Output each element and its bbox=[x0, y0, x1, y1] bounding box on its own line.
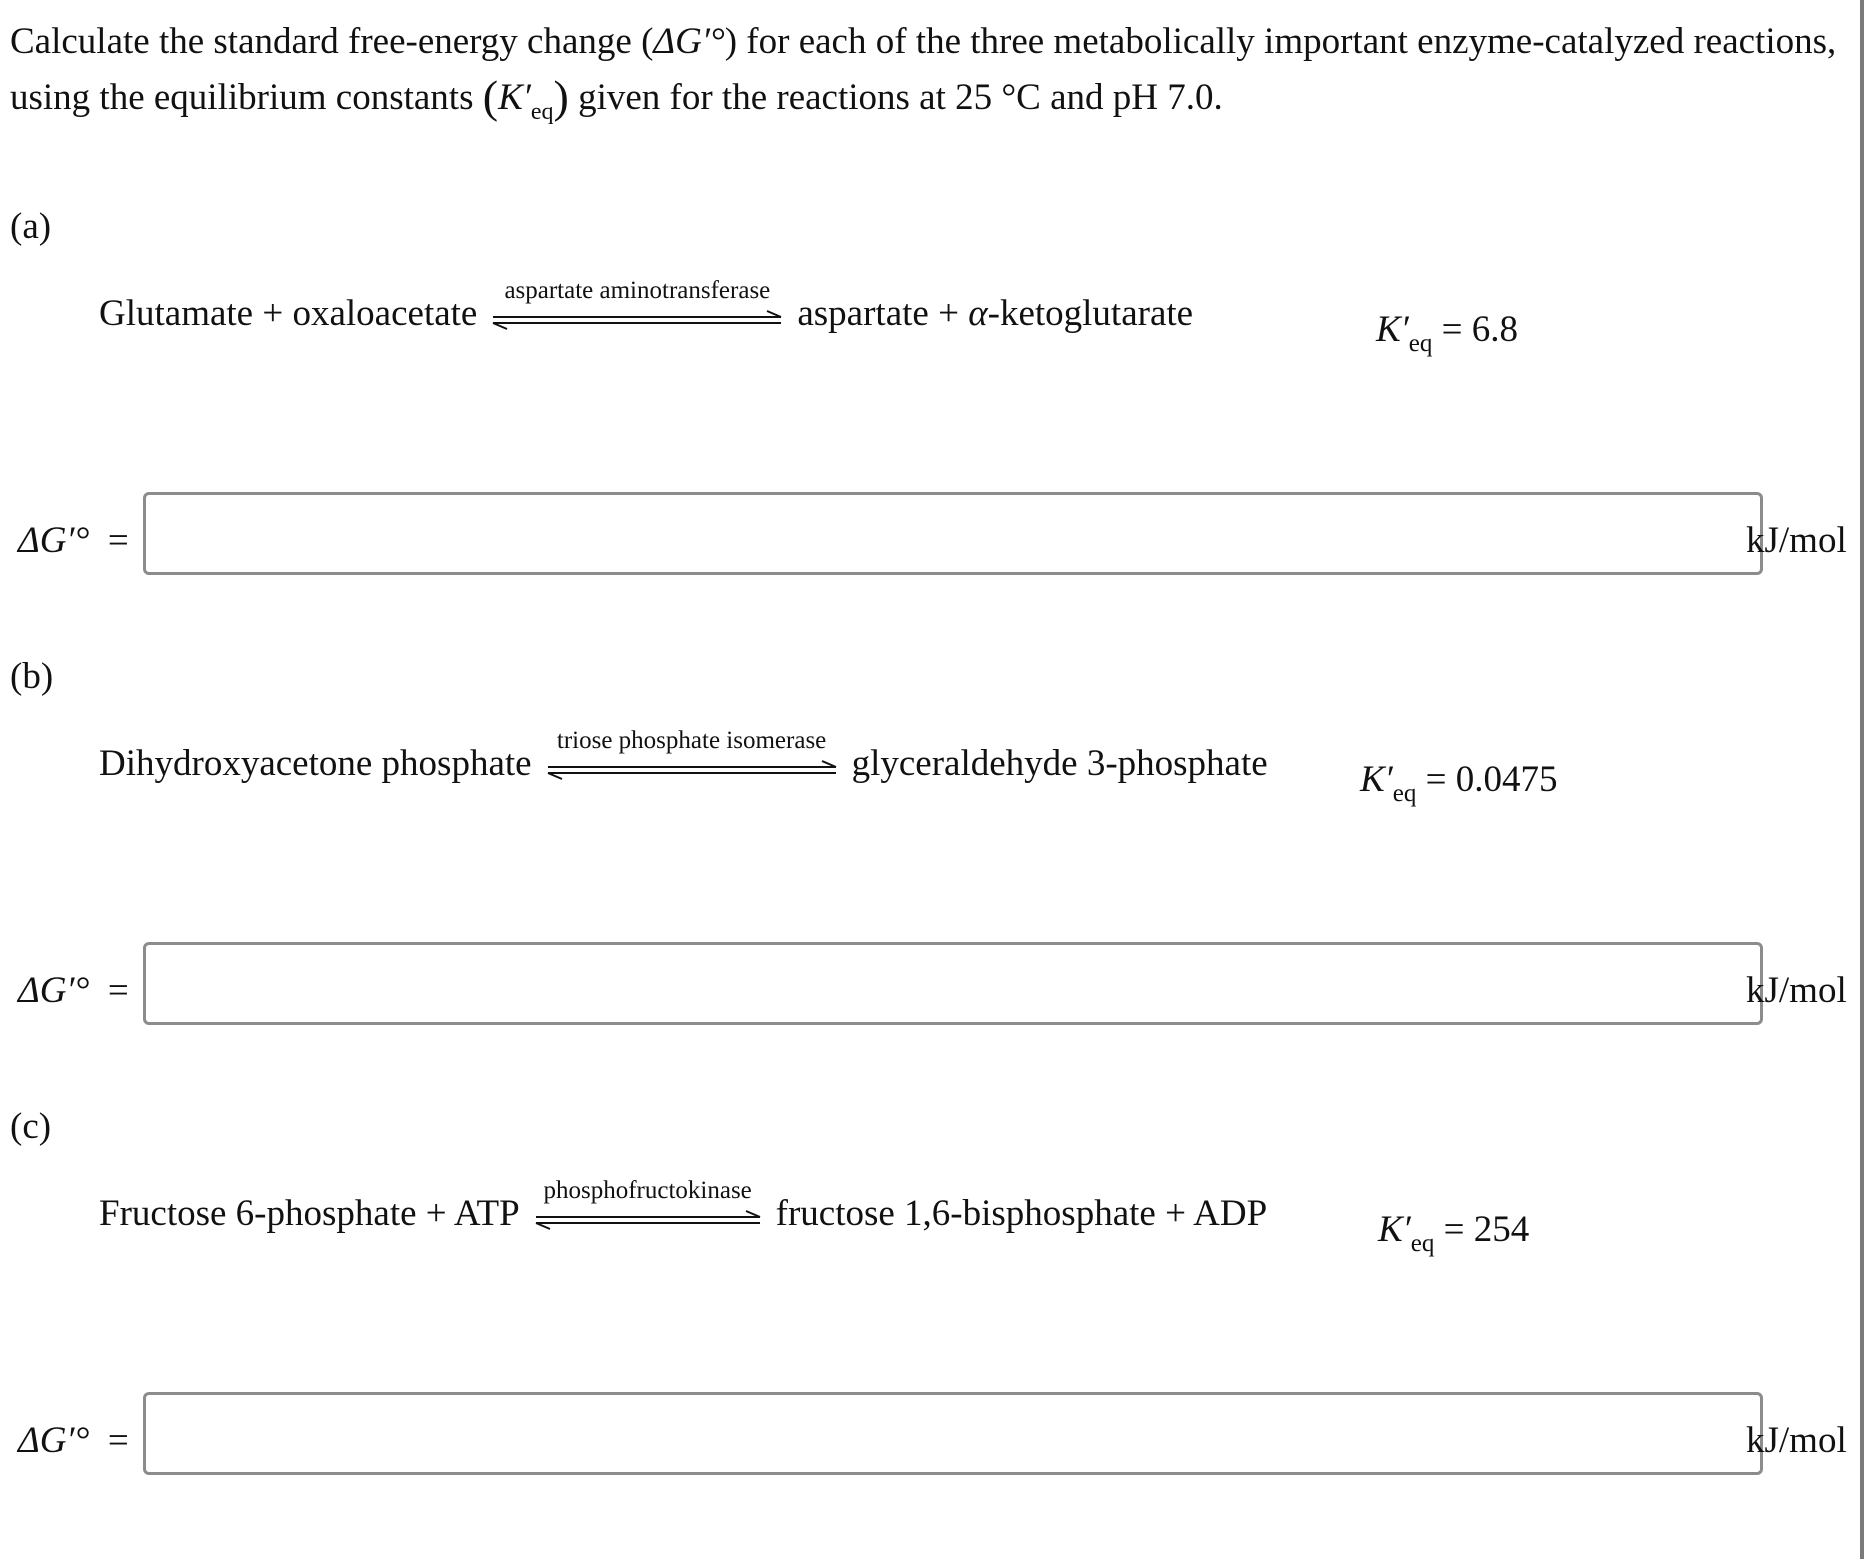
equilibrium-arrow-icon bbox=[532, 1209, 764, 1231]
answer-input-c[interactable] bbox=[143, 1392, 1763, 1475]
keq-a: $K'_{eq} = 6.8$ bbox=[1376, 309, 1519, 357]
equilibrium-arrow bbox=[532, 1177, 764, 1235]
delta-g-symbol: ΔG′° bbox=[653, 21, 725, 62]
reaction-a bbox=[99, 277, 1193, 335]
reactants: Fructose 6-phosphate + ATP bbox=[99, 1193, 520, 1234]
equilibrium-arrow bbox=[544, 727, 840, 785]
reaction-c bbox=[99, 1177, 1267, 1235]
delta-g-label-a: ΔG′° = bbox=[18, 520, 129, 561]
keq-c: $K'_{eq} = 254$ bbox=[1378, 1209, 1530, 1257]
enzyme-name: aspartate aminotransferase bbox=[504, 277, 771, 304]
delta-g-label-b: ΔG′° = bbox=[18, 970, 129, 1011]
equilibrium-arrow bbox=[489, 277, 785, 335]
part-a-label: (a) bbox=[10, 206, 52, 247]
keq-symbol: K′ bbox=[498, 77, 531, 118]
unit-c: kJ/mol bbox=[1746, 1420, 1847, 1461]
delta-g-label-c: ΔG′° = bbox=[18, 1420, 129, 1461]
products: aspartate + α-ketoglutarate bbox=[797, 293, 1194, 334]
enzyme-name: phosphofructokinase bbox=[543, 1177, 752, 1204]
question-text: Calculate the standard free-energy change (ΔG′°) for each of the three metabolically important enzyme-catalyzed reactions, using the equilibrium constants $(K'_{eq})$ given for the reactions at 25 °C and pH 7.0. bbox=[10, 21, 1837, 125]
part-b-label: (b) bbox=[10, 656, 54, 697]
reaction-b bbox=[99, 727, 1268, 785]
answer-input-a[interactable] bbox=[143, 492, 1763, 575]
part-c-label: (c) bbox=[10, 1106, 52, 1147]
products: fructose 1,6-bisphosphate + ADP bbox=[775, 1193, 1268, 1234]
keq-b: $K'_{eq} = 0.0475$ bbox=[1360, 759, 1558, 807]
reactants: Dihydroxyacetone phosphate bbox=[99, 743, 532, 784]
equilibrium-arrow-icon bbox=[489, 309, 785, 331]
reactants: Glutamate + oxaloacetate bbox=[99, 293, 478, 334]
equilibrium-arrow-icon bbox=[544, 759, 840, 781]
products: glyceraldehyde 3-phosphate bbox=[851, 743, 1268, 784]
answer-input-b[interactable] bbox=[143, 942, 1763, 1025]
scroll-edge bbox=[1860, 0, 1864, 1559]
unit-a: kJ/mol bbox=[1746, 520, 1847, 561]
enzyme-name: triose phosphate isomerase bbox=[556, 727, 827, 754]
unit-b: kJ/mol bbox=[1746, 970, 1847, 1011]
